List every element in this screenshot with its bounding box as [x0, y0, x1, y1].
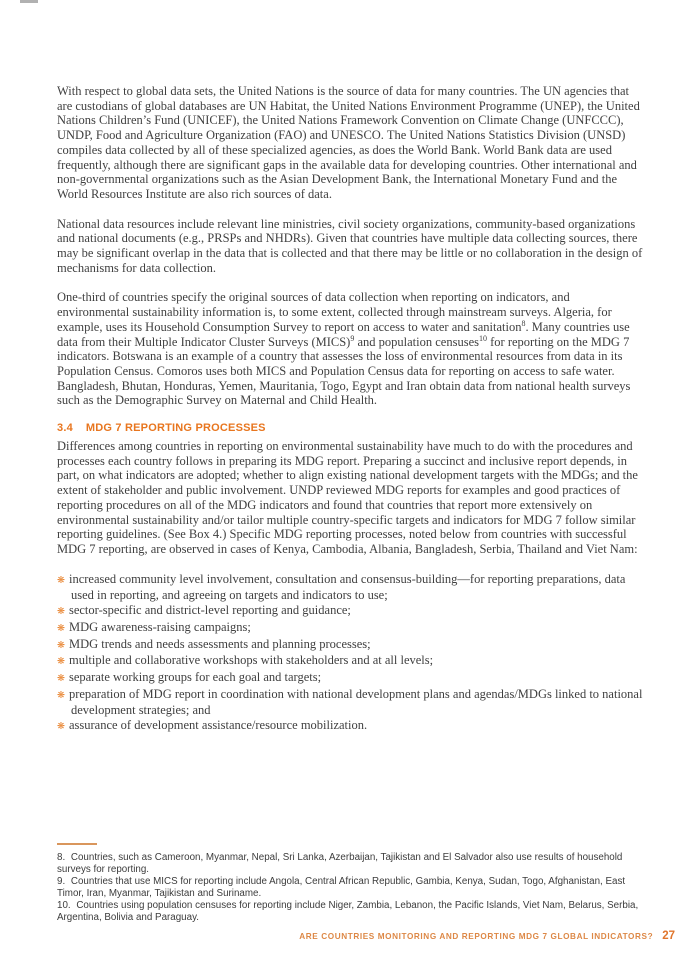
list-item: ❋ increased community level involvement, consultation and consensus-building—for reporting preparations, data used in reporting, and agreeing on targets and indicators to use;: [57, 571, 626, 603]
section-paragraph: Differences among countries in reporting on environmental sustainability have much to do with the procedures and processes each country follows in preparing its MDG report. Preparing a succinct and inclusive report depends, in part, on what indicators are adopted; whether to align existing national development targets with the MDGs; and the extent of stakeholder and public involvement. UNDP reviewed MDG reports for examples and good practices of reporting procedures on all of the MDG indicators and found that countries that report more extensively on environmental sustainability and/or tailor multiple country-specific targets and indicators for MDG 7 follow similar reporting guidelines. (See Box 4.) Specific MDG reporting processes, noted below from countries with successful MDG 7 reporting, are observed in cases of Kenya, Cambodia, Albania, Bangladesh, Serbia, Thailand and Viet Nam:: [57, 439, 638, 556]
paragraph: With respect to global data sets, the United Nations is the source of data for many countries. The UN agencies that are custodians of global databases are UN Habitat, the United Nations Environment Programme (UNEP), the United Nations Children’s Fund (UNICEF), the United Nations Framework Convention on Climate Change (UNFCCC), UNDP, Food and Agriculture Organization (FAO) and UNESCO. The United Nations Statistics Division (UNSD) compiles data collected by all of these specialized agencies, as does the World Bank. World Bank data are used frequently, although there are significant gaps in the available data for developing countries. Other international and non-governmental organizations such as the Asian Development Bank, the International Monetary Fund and the World Resources Institute are also rich sources of data.: [57, 84, 640, 201]
flower-bullet-icon: ❋: [57, 657, 65, 668]
flower-bullet-icon: ❋: [57, 673, 65, 684]
list-item: ❋ MDG trends and needs assessments and planning processes;: [57, 636, 371, 651]
list-item: ❋ preparation of MDG report in coordination with national development plans and agendas/MDGs linked to national development strategies; and: [57, 686, 643, 718]
flower-bullet-icon: ❋: [57, 722, 65, 733]
scan-artifact-mark: [20, 0, 38, 3]
footnote: 10. Countries using population censuses for reporting include Niger, Zambia, Lebanon, the Pacific Islands, Viet Nam, Belarus, Serbia, Argentina, Bolivia and Paraguay.: [57, 900, 639, 923]
list-item: ❋ separate working groups for each goal and targets;: [57, 669, 322, 684]
flower-bullet-icon: ❋: [57, 640, 65, 651]
page-number: 27: [662, 930, 675, 942]
footnote-reference: 8: [521, 318, 526, 328]
running-footer-text: ARE COUNTRIES MONITORING AND REPORTING MDG 7 GLOBAL INDICATORS?: [299, 931, 654, 941]
reporting-process-list: [57, 572, 643, 735]
footnotes: [57, 852, 643, 924]
footnote-number: 8.: [57, 852, 66, 863]
intro-paragraphs: [57, 84, 643, 408]
page-content: [57, 84, 643, 735]
footnote: 9. Countries that use MICS for reporting include Angola, Central African Republic, Gambia, Kenya, Sudan, Togo, Afghanistan, East Timor, Iran, Myanmar, Tajikistan and Suriname.: [57, 876, 626, 899]
paragraph: National data resources include relevant line ministries, civil society organizations, community-based organizations and national documents (e.g., PRSPs and NHDRs). Given that countries have multiple data collecting sources, there may be significant overlap in the data that is collected and that there may be little or no collaboration in the design of mechanisms for data collection.: [57, 216, 643, 275]
list-item: ❋ assurance of development assistance/resource mobilization.: [57, 718, 368, 733]
footnote-reference: 9: [350, 333, 355, 343]
flower-bullet-icon: ❋: [57, 690, 65, 701]
flower-bullet-icon: ❋: [57, 607, 65, 618]
flower-bullet-icon: ❋: [57, 575, 65, 586]
footnotes-block: [57, 843, 643, 924]
section-title: MDG 7 REPORTING PROCESSES: [85, 422, 266, 435]
paragraph: One-third of countries specify the original sources of data collection when reporting on indicators, and environmental sustainability information is, to some extent, collected through mainstream surveys. Algeria, for example, uses its Household Consumption Survey to report on access to water and sanitation$^8$. Many countries use data from their Multiple Indicator Cluster Surveys (MICS)$^9$ and population censuses$^{10}$ for reporting on the MDG 7 indicators. Botswana is an example of a country that assesses the loss of environmental resources from data in its Population Census. Comoros uses both MICS and Population Census data for reporting on access to safe water. Bangladesh, Bhutan, Honduras, Yemen, Mauritania, Togo, Egypt and Iran obtain data from national health surveys such as the Demographic Survey on Maternal and Child Health.: [57, 290, 631, 408]
footnote-number: 9.: [57, 876, 66, 887]
flower-bullet-icon: ❋: [57, 623, 65, 634]
page-footer: [299, 930, 675, 942]
list-item: ❋ sector-specific and district-level reporting and guidance;: [57, 603, 351, 618]
list-item: ❋ MDG awareness-raising campaigns;: [57, 619, 251, 634]
footnote-number: 10.: [57, 900, 71, 911]
footnote-divider: [57, 843, 97, 845]
section-heading: [57, 422, 643, 434]
footnote-reference: 10: [479, 333, 487, 343]
section-number: 3.4: [57, 422, 73, 435]
footnote: 8. Countries, such as Cameroon, Myanmar, Nepal, Sri Lanka, Azerbaijan, Tajikistan and El Salvador also use results of household surveys for reporting.: [57, 852, 623, 875]
list-item: ❋ multiple and collaborative workshops with stakeholders and at all levels;: [57, 653, 434, 668]
